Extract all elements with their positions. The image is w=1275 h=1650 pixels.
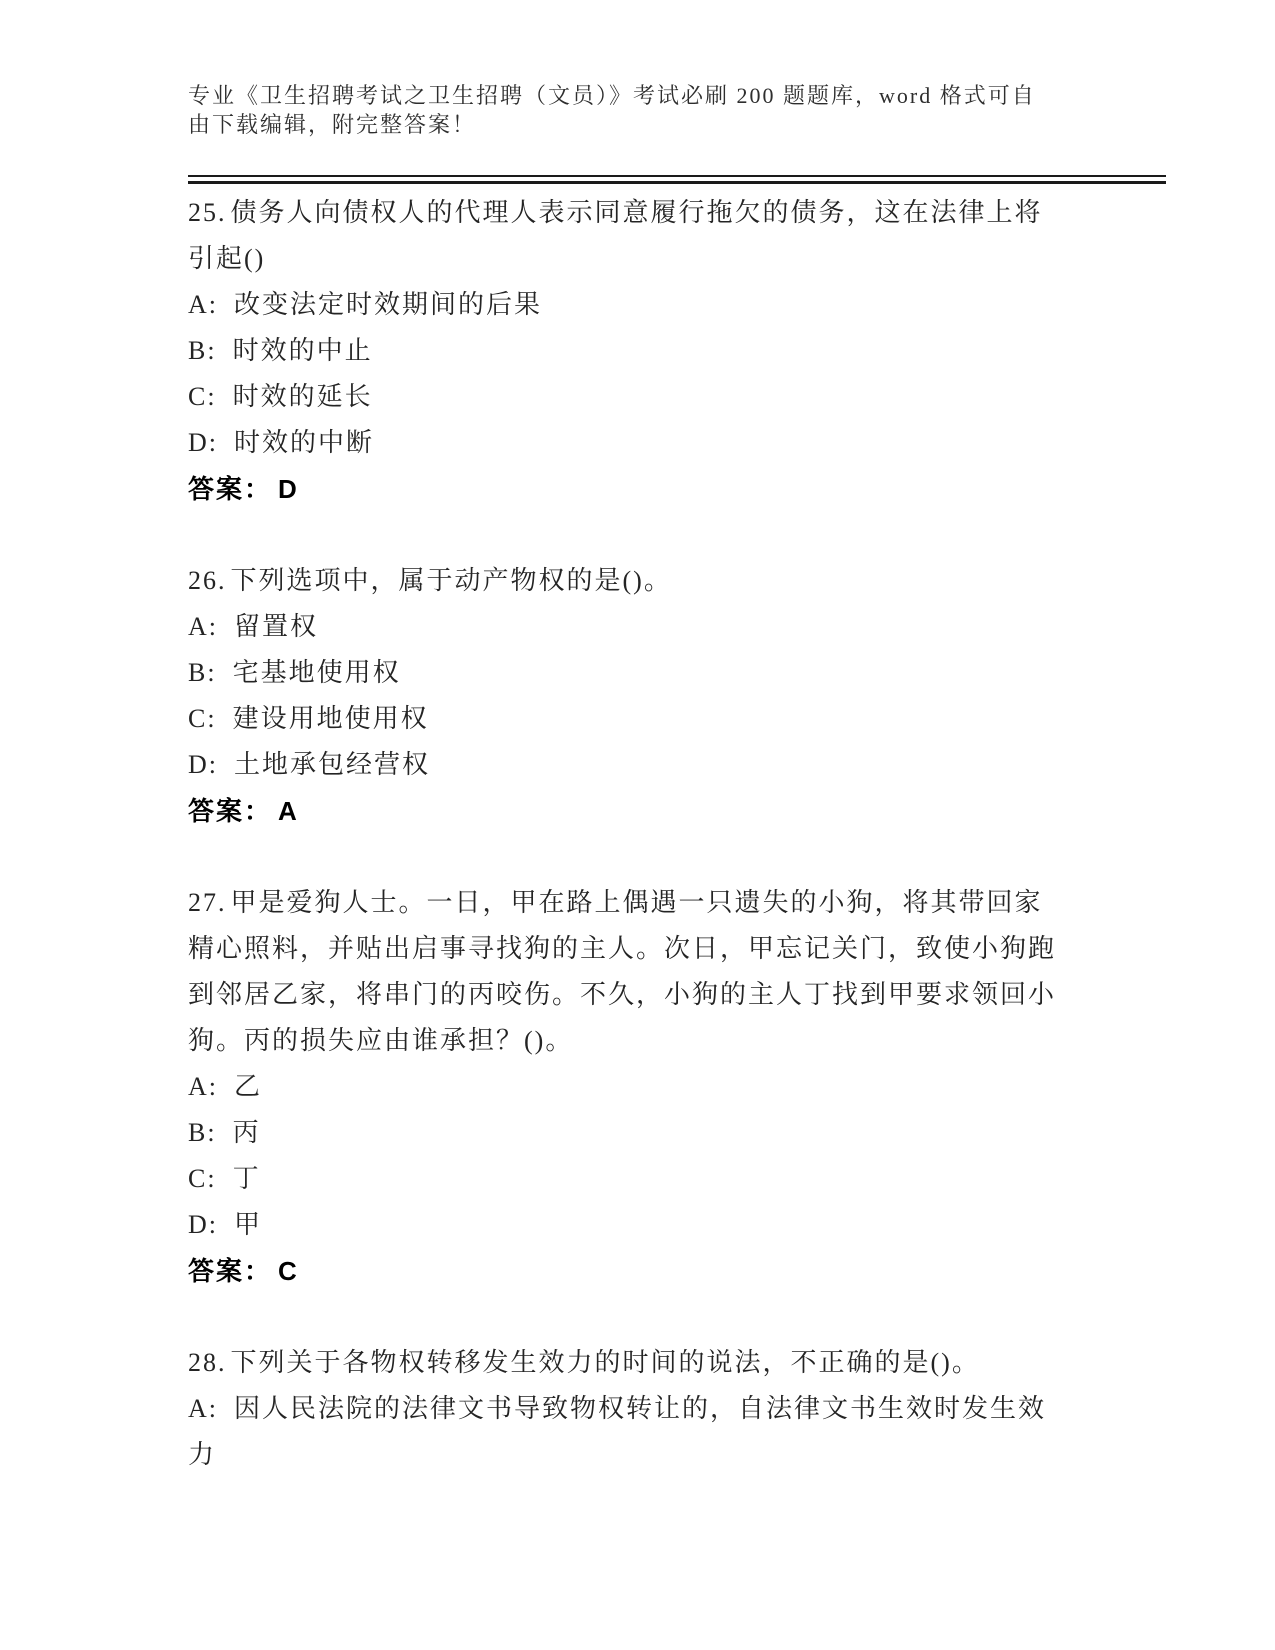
answer-option (188, 374, 1060, 420)
answer-option (188, 1386, 1060, 1478)
question-list (188, 190, 1060, 1478)
option-label: B: (188, 1118, 217, 1147)
answer-label: 答案： (188, 474, 273, 504)
option-text: 建设用地使用权 (232, 704, 429, 733)
answer-option (188, 650, 1060, 696)
answer-line (188, 466, 1060, 512)
option-label: D: (188, 1210, 218, 1239)
answer-value: D (278, 474, 299, 504)
option-text: 时效的中断 (234, 428, 375, 457)
question-stem (188, 880, 1060, 1064)
question-text: 下列关于各物权转移发生效力的时间的说法，不正确的是()。 (230, 1348, 980, 1377)
answer-option (188, 328, 1060, 374)
answer-option (188, 696, 1060, 742)
option-label: C: (188, 1164, 217, 1193)
question-number: 28. (188, 1348, 227, 1377)
answer-line (188, 1248, 1060, 1294)
option-text: 时效的延长 (232, 382, 373, 411)
option-label: A: (188, 290, 218, 319)
option-text: 留置权 (234, 612, 319, 641)
document-header (188, 81, 1060, 139)
question-text: 债务人向债权人的代理人表示同意履行拖欠的债务，这在法律上将引起() (188, 198, 1043, 273)
answer-option (188, 604, 1060, 650)
answer-option (188, 742, 1060, 788)
header-line-1: 专业《卫生招聘考试之卫生招聘（文员）》考试必刷 200 题题库，word 格式可自 (188, 83, 1036, 108)
option-text: 丁 (232, 1164, 261, 1193)
question-block-26 (188, 558, 1060, 834)
answer-label: 答案： (188, 1256, 273, 1286)
option-label: B: (188, 658, 217, 687)
option-text: 甲 (234, 1210, 263, 1239)
question-block-25 (188, 190, 1060, 512)
answer-option (188, 1110, 1060, 1156)
option-label: B: (188, 336, 217, 365)
answer-option (188, 420, 1060, 466)
option-label: A: (188, 1072, 218, 1101)
question-stem (188, 190, 1060, 282)
answer-option (188, 1064, 1060, 1110)
question-number: 26. (188, 566, 227, 595)
option-text: 土地承包经营权 (234, 750, 431, 779)
question-stem (188, 558, 1060, 604)
option-text: 宅基地使用权 (232, 658, 401, 687)
answer-option (188, 1156, 1060, 1202)
option-label: C: (188, 704, 217, 733)
answer-value: A (278, 796, 299, 826)
answer-label: 答案： (188, 796, 273, 826)
option-text: 改变法定时效期间的后果 (234, 290, 543, 319)
answer-value: C (278, 1256, 299, 1286)
answer-option (188, 282, 1060, 328)
option-text: 乙 (234, 1072, 263, 1101)
header-divider (188, 175, 1166, 184)
option-text: 因人民法院的法律文书导致物权转让的，自法律文书生效时发生效力 (188, 1394, 1047, 1469)
option-label: A: (188, 1394, 218, 1423)
header-line-2: 由下载编辑，附完整答案！ (188, 112, 477, 137)
answer-line (188, 788, 1060, 834)
question-block-28 (188, 1340, 1060, 1478)
question-text: 甲是爱狗人士。一日，甲在路上偶遇一只遗失的小狗，将其带回家精心照料，并贴出启事寻找狗的主人。次日，甲忘记关门，致使小狗跑到邻居乙家，将串门的丙咬伤。不久，小狗的主人丁找到甲要求领回小狗。丙的损失应由谁承担？()。 (188, 888, 1057, 1055)
option-label: D: (188, 428, 218, 457)
option-label: A: (188, 612, 218, 641)
option-label: D: (188, 750, 218, 779)
option-text: 时效的中止 (232, 336, 373, 365)
question-stem (188, 1340, 1060, 1386)
question-block-27 (188, 880, 1060, 1294)
question-number: 25. (188, 198, 227, 227)
question-text: 下列选项中，属于动产物权的是()。 (230, 566, 672, 595)
option-label: C: (188, 382, 217, 411)
option-text: 丙 (232, 1118, 261, 1147)
answer-option (188, 1202, 1060, 1248)
question-number: 27. (188, 888, 227, 917)
